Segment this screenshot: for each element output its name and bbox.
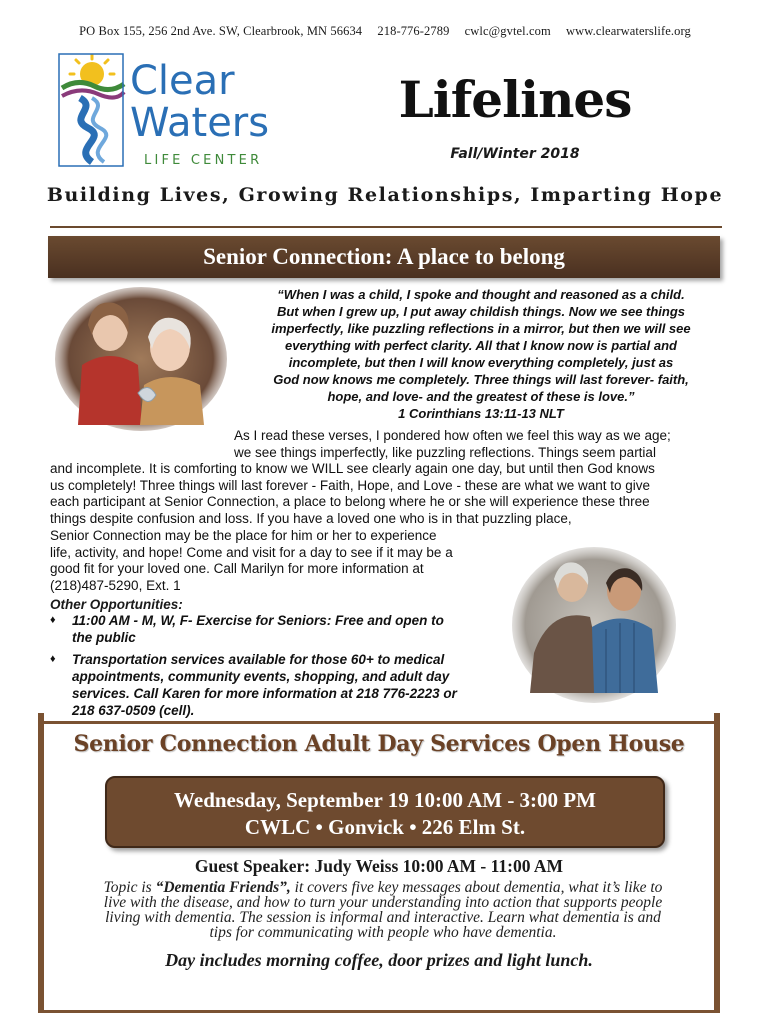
quote-line: everything with perfect clarity. All that I know now is partial and — [285, 338, 677, 353]
scripture-quote — [232, 286, 730, 422]
phone: 218-776-2789 — [377, 24, 450, 38]
issue-date: Fall/Winter 2018 — [450, 146, 580, 162]
logo-graphic-icon — [58, 52, 303, 172]
quote-line: incomplete, but then I will know everything completely, just as — [288, 355, 674, 370]
clear-waters-logo — [58, 52, 303, 172]
newsletter-title: Lifelines — [398, 70, 632, 129]
body-line: Senior Connection may be the place for him or her to experience — [50, 528, 437, 543]
body-line: we see things imperfectly, like puzzling reflections. Things seem partial — [234, 444, 656, 460]
logo-word-waters: Waters — [130, 100, 270, 146]
open-house-frame-top — [38, 721, 720, 724]
body-line: (218)487-5290, Ext. 1 — [50, 577, 181, 593]
guest-speaker: Guest Speaker: Judy Weiss 10:00 AM - 11:00 AM — [194, 856, 564, 876]
body-line: us completely! Three things will last forever - Faith, Hope, and Love - these are what we want to give — [50, 477, 651, 493]
diamond-bullet-icon: ♦ — [50, 614, 56, 626]
list-item: ♦ Transportation services available for those 60+ to medical appointments, community events, shopping, and adult day services. Call Karen for more information at 218 776-2223 or 218 637-0509 (cell). — [50, 652, 457, 718]
quote-line: imperfectly, like puzzling reflections in a mirror, but then we will see — [271, 321, 691, 336]
seniors-photo-hug — [510, 543, 678, 705]
contact-bar — [0, 24, 770, 39]
event-details-box — [105, 776, 665, 848]
email-link[interactable]: cwlc@gvtel.com — [464, 24, 551, 38]
quote-citation: 1 Corinthians 13:11-13 NLT — [398, 406, 564, 421]
topic-name: “Dementia Friends”, — [155, 879, 291, 896]
body-line: each participant at Senior Connection, a place to belong where he or she will experience these three — [50, 494, 650, 510]
seniors-photo-women — [52, 285, 230, 433]
quote-line: “When I was a child, I spoke and thought and reasoned as a child. — [277, 287, 685, 302]
website-link[interactable]: www.clearwaterslife.org — [566, 24, 691, 38]
article-paragraph-full — [50, 461, 655, 527]
address: PO Box 155, 256 2nd Ave. SW, Clearbrook, MN 56634 — [79, 24, 363, 38]
body-line: life, activity, and hope! Come and visit for a day to see if it may be a — [50, 544, 453, 560]
article-banner: Senior Connection: A place to belong — [48, 236, 720, 278]
event-date: Wednesday, September 19 10:00 AM - 3:00 PM — [174, 788, 596, 812]
diamond-bullet-icon: ♦ — [50, 653, 56, 665]
open-house-title: Senior Connection Adult Day Services Open House — [73, 731, 685, 757]
event-location: CWLC • Gonvick • 226 Elm St. — [244, 815, 526, 839]
logo-word-lifecenter: LIFE CENTER — [144, 153, 263, 168]
quote-line: hope, and love- and the greatest of these is love.” — [327, 389, 635, 404]
article-paragraph-right — [234, 428, 671, 461]
topic-description: Topic is “Dementia Friends”, it covers five key messages about dementia, what it’s like to live with the disease, and how to turn your understanding into action that supports people living with dementia. The session is informal and interactive. Learn what dementia is and tips for communicating with people who have dementia. — [103, 879, 663, 941]
opportunities-heading: Other Opportunities: — [50, 597, 183, 612]
quote-line: But when I grew up, I put away childish things. Now we see things — [276, 304, 686, 319]
quote-line: God now knows me completely. Three things will last forever- faith, — [273, 372, 689, 387]
topic-intro: Topic is — [103, 879, 156, 896]
tagline: Building Lives, Growing Relationships, Imparting Hope — [46, 184, 724, 206]
closing-line: Day includes morning coffee, door prizes and light lunch. — [165, 950, 593, 970]
body-line: good fit for your loved one. Call Marilyn for more information at — [50, 561, 424, 577]
body-line: things despite confusion and loss. If you have a loved one who is in that puzzling place, — [50, 510, 572, 526]
list-item: ♦ 11:00 AM - M, W, F- Exercise for Seniors: Free and open to the public — [50, 613, 444, 645]
logo-word-clear: Clear — [130, 58, 235, 104]
body-line: and incomplete. It is comforting to know we WILL see clearly again one day, but until then God knows — [50, 461, 655, 476]
body-line: As I read these verses, I pondered how often we feel this way as we age; — [234, 428, 671, 443]
article-paragraph-left — [50, 528, 453, 594]
open-house-frame-bottom — [38, 1010, 720, 1013]
divider-line — [50, 226, 722, 228]
